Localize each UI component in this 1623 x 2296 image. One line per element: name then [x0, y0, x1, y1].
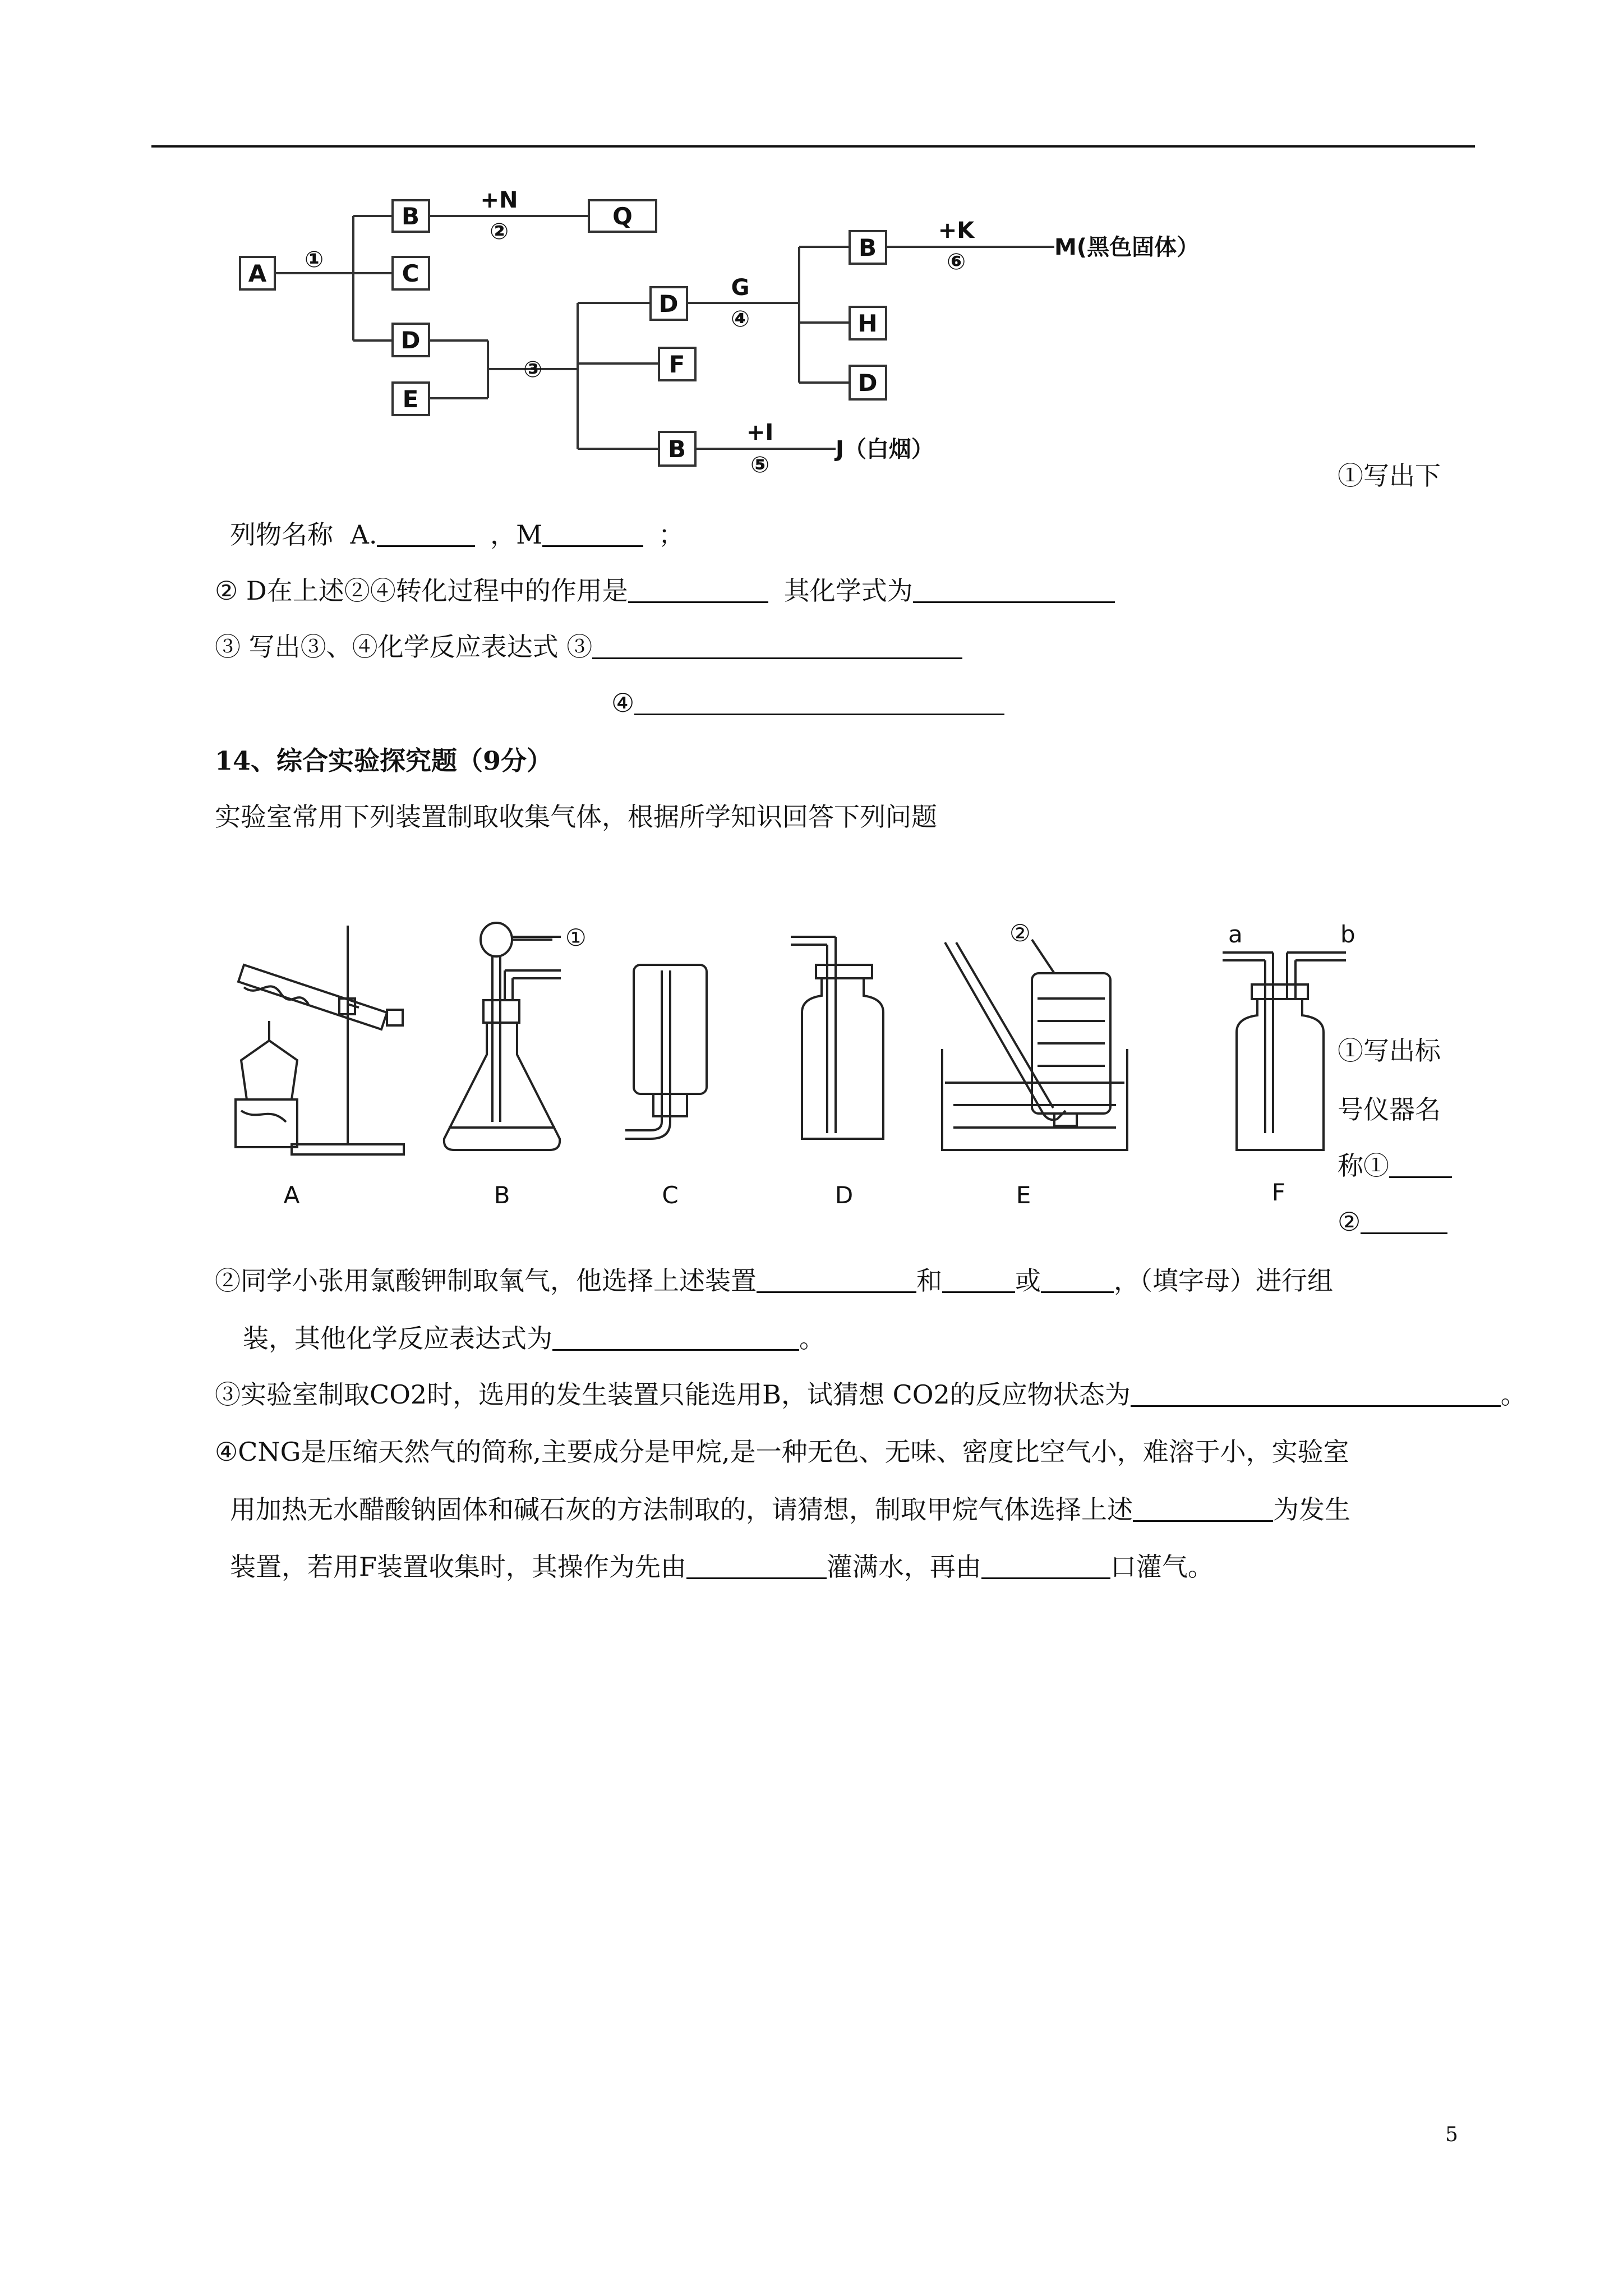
- node-E: E: [402, 385, 419, 413]
- q14-q4-text-a: 用加热无水醋酸钠固体和碱石灰的方法制取的，请猜想，制取甲烷气体选择上述: [230, 1494, 1133, 1525]
- q13-part1-line: [230, 519, 684, 550]
- apparatus-label-B: B: [494, 1181, 510, 1209]
- q14-q2-text-c: 或: [1015, 1266, 1041, 1296]
- answer-blank-fill-gas[interactable]: [981, 1555, 1110, 1579]
- step-6-label: ⑥: [947, 249, 966, 275]
- answer-blank-role[interactable]: [628, 579, 768, 603]
- q14-q2-text-b: 和: [916, 1266, 942, 1296]
- node-A: A: [248, 260, 267, 287]
- header-rule: [151, 145, 1475, 148]
- reaction-flowchart: [224, 185, 1301, 482]
- q14-q4-line1: ④CNG是压缩天然气的简称,主要成分是甲烷,是一种无色、无味、密度比空气小，难溶于小，实验室: [215, 1437, 1349, 1467]
- answer-blank-reactant-state[interactable]: [1131, 1383, 1501, 1407]
- q14-q2-text-e: 装，其他化学反应表达式为: [243, 1323, 552, 1354]
- q14-intro: 实验室常用下列装置制取收集气体，根据所学知识回答下列问题: [215, 802, 937, 832]
- node-C: C: [402, 260, 419, 287]
- q14-side-label4: ②: [1338, 1207, 1361, 1237]
- q13-part2-prefix: ② D在上述②④转化过程中的作用是: [215, 576, 628, 606]
- q14-q2-text-a: ②同学小张用氯酸钾制取氧气，他选择上述装置: [215, 1266, 757, 1296]
- node-Q: Q: [612, 203, 633, 230]
- q14-q4-line3: [230, 1554, 1214, 1580]
- q14-q2-text-d: ，（填字母）进行组: [1114, 1266, 1333, 1296]
- q14-q4-text-b: 为发生: [1273, 1494, 1350, 1525]
- apparatus-C: [625, 965, 707, 1139]
- q13-part3-second: [611, 690, 1004, 716]
- node-D1: D: [400, 326, 421, 354]
- product-J-label: J（白烟）: [836, 436, 934, 462]
- node-F: F: [668, 351, 685, 378]
- q14-q3-end: 。: [1500, 1379, 1527, 1410]
- q13-part2: [215, 578, 1115, 604]
- apparatus-label-F: F: [1271, 1179, 1286, 1206]
- apparatus-label-E: E: [1016, 1181, 1031, 1209]
- answer-blank-formula[interactable]: [913, 579, 1115, 603]
- reagent-K-label: +K: [938, 218, 975, 243]
- step-2-label: ②: [490, 219, 509, 245]
- q14-q4-text-d: 灌满水，再由: [826, 1552, 981, 1582]
- q13-part3-marker: ④: [611, 688, 635, 718]
- q14-q2-line1: [215, 1268, 1333, 1294]
- apparatus-label-D: D: [834, 1181, 854, 1209]
- answer-blank-device1[interactable]: [757, 1269, 916, 1293]
- answer-blank-instrument2[interactable]: [1361, 1210, 1447, 1234]
- q13-part1-label: 列物名称: [230, 519, 333, 550]
- answer-blank-instrument1[interactable]: [1389, 1154, 1452, 1178]
- answer-blank-eq3[interactable]: [592, 635, 962, 659]
- apparatus-B: [444, 923, 561, 1150]
- q14-q4-line2: [230, 1494, 1350, 1525]
- apparatus-figure: [224, 920, 1497, 1234]
- q14-side-line4: [1338, 1209, 1447, 1235]
- apparatus-A: [236, 926, 404, 1154]
- node-B3: B: [858, 234, 877, 261]
- q13-part1-M: ，M: [490, 519, 543, 550]
- marker-2: ②: [1009, 920, 1031, 947]
- q14-q2-text-f: 。: [799, 1323, 825, 1354]
- answer-blank-fill-water[interactable]: [686, 1555, 827, 1579]
- product-M-label: M(黑色固体）: [1054, 234, 1200, 260]
- tube-b-label: b: [1340, 921, 1355, 948]
- apparatus-F: [1223, 953, 1346, 1150]
- q14-side-line3: [1338, 1153, 1452, 1179]
- q14-q3-text: ③实验室制取CO2时，选用的发生装置只能选用B，试猜想 CO2的反应物状态为: [215, 1379, 1131, 1410]
- apparatus-label-C: C: [662, 1181, 679, 1209]
- q13-part1-end: ；: [658, 519, 684, 550]
- q14-title: 14、综合实验探究题（9分）: [215, 746, 553, 776]
- q14-q2-line2: [243, 1323, 825, 1354]
- q14-q4-text-c: 装置，若用F装置收集时，其操作为先由: [230, 1552, 686, 1582]
- q14-side-label3: 称①: [1338, 1151, 1389, 1181]
- q13-part3: [215, 634, 962, 660]
- q14-q3: [215, 1379, 1527, 1410]
- answer-blank-device2[interactable]: [942, 1269, 1015, 1293]
- node-D2: D: [658, 290, 679, 318]
- q13-part3-prefix: ③ 写出③、④化学反应表达式 ③: [215, 632, 593, 662]
- reagent-I-label: +I: [746, 420, 774, 445]
- reagent-N-label: +N: [480, 187, 518, 213]
- reagent-G-label: G: [731, 275, 750, 301]
- q14-q4-text-e: 口灌气。: [1110, 1552, 1214, 1582]
- tube-a-label: a: [1228, 921, 1243, 948]
- answer-blank-eq4[interactable]: [634, 691, 1004, 715]
- answer-blank-device3[interactable]: [1041, 1269, 1114, 1293]
- answer-blank-equation[interactable]: [552, 1327, 799, 1351]
- q13-part1-prefix: ①写出下: [1338, 461, 1441, 491]
- step-3-label: ③: [523, 357, 542, 383]
- apparatus-D: [791, 937, 883, 1139]
- q14-side-line1: ①写出标: [1338, 1036, 1441, 1066]
- apparatus-E: [942, 942, 1127, 1150]
- step-1-label: ①: [305, 247, 324, 273]
- answer-blank-M[interactable]: [542, 523, 643, 547]
- answer-blank-methane-device[interactable]: [1133, 1498, 1273, 1522]
- q13-part1-A: A.: [350, 519, 377, 550]
- step-4-label: ④: [731, 306, 750, 332]
- node-H: H: [857, 310, 878, 337]
- q14-side-line2: 号仪器名: [1338, 1094, 1441, 1125]
- step-5-label: ⑤: [750, 452, 769, 478]
- q13-part2-mid: 其化学式为: [783, 576, 913, 606]
- node-B1: B: [401, 203, 420, 230]
- apparatus-label-A: A: [283, 1181, 300, 1209]
- marker-1: ①: [565, 924, 587, 951]
- page-number: 5: [1445, 2123, 1458, 2146]
- node-D3: D: [857, 369, 878, 397]
- answer-blank-A[interactable]: [377, 523, 475, 547]
- node-B2: B: [667, 435, 686, 463]
